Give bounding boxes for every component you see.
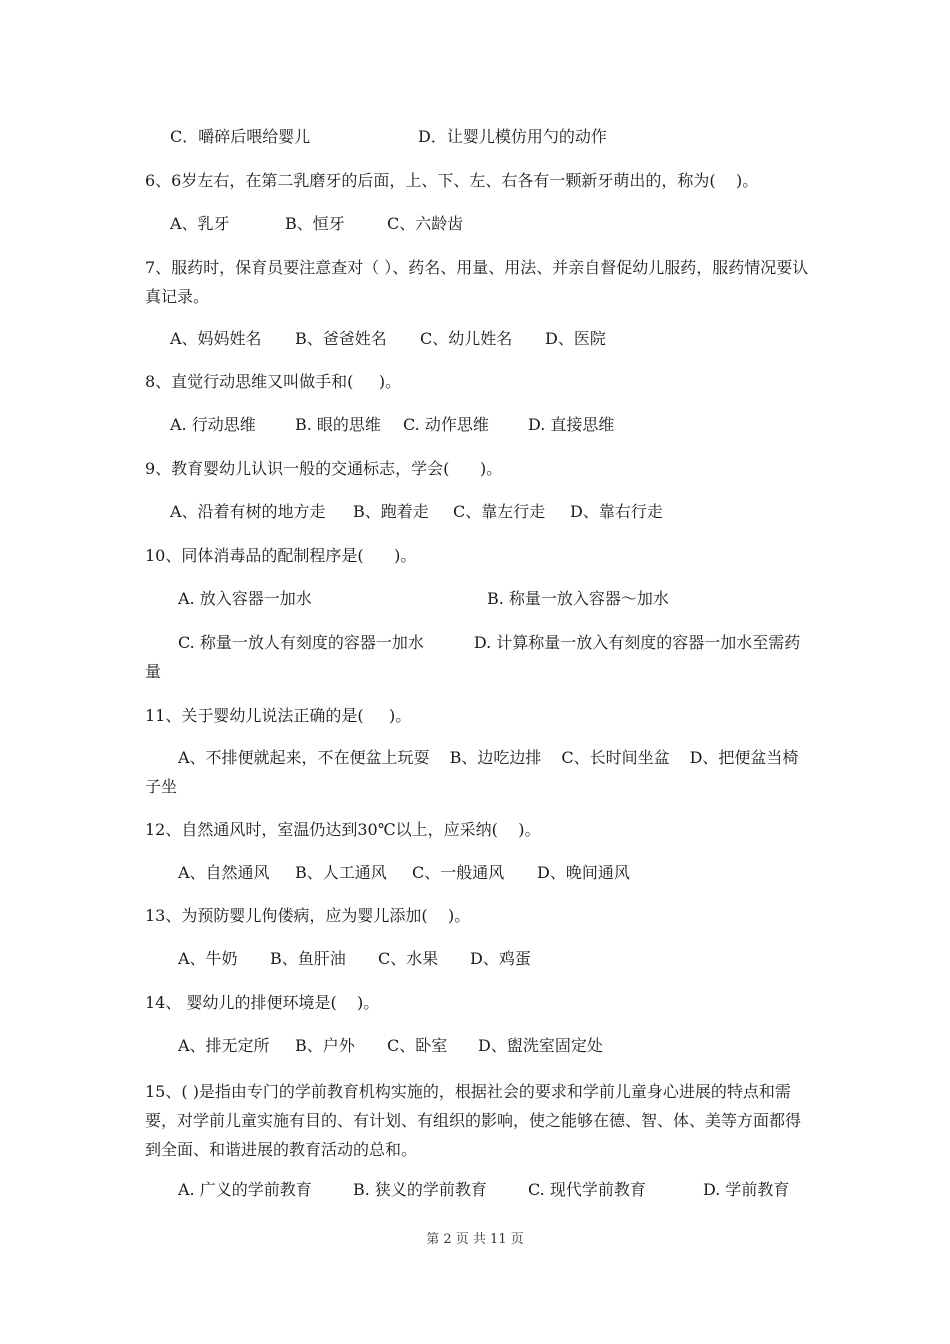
question-12-stem: 12、自然通风时，室温仍达到30℃以上，应采纳( )。 — [145, 820, 541, 839]
q13-option-c: C、水果 — [378, 949, 439, 968]
q11-option-c: C、长时间坐盆 — [561, 748, 670, 767]
q13-option-d: D、鸡蛋 — [470, 949, 531, 968]
q10-option-d: D. 计算称量一放入有刻度的容器一加水至需药量 — [145, 633, 801, 681]
q8-option-a: A. 行动思维 — [170, 415, 256, 434]
q14-option-b: B、户外 — [295, 1036, 355, 1055]
question-6-stem: 6、6岁左右，在第二乳磨牙的后面，上、下、左、右各有一颗新牙萌出的，称为( )。 — [145, 171, 759, 190]
q6-option-c: C、六龄齿 — [387, 214, 464, 233]
q6-option-a: A、乳牙 — [170, 214, 230, 233]
q8-option-c: C. 动作思维 — [403, 415, 489, 434]
q15-option-b: B. 狭义的学前教育 — [353, 1180, 487, 1199]
page-footer: 第 2 页 共 11 页 — [426, 1232, 524, 1247]
q10-option-b: B. 称量一放入容器～加水 — [487, 589, 669, 608]
q12-option-c: C、一般通风 — [412, 863, 505, 882]
q14-option-c: C、卧室 — [387, 1036, 448, 1055]
q15-option-d: D. 学前教育 — [703, 1180, 790, 1199]
q15-option-c: C. 现代学前教育 — [528, 1180, 646, 1199]
q7-option-c: C、幼儿姓名 — [420, 329, 513, 348]
q13-option-a: A、牛奶 — [178, 949, 238, 968]
q7-option-b: B、爸爸姓名 — [295, 329, 387, 348]
q12-option-d: D、晚间通风 — [537, 863, 630, 882]
q10-option-a: A. 放入容器一加水 — [178, 589, 312, 608]
q8-option-b: B. 眼的思维 — [295, 415, 381, 434]
question-10-stem: 10、同体消毒品的配制程序是( )。 — [145, 546, 417, 565]
q7-option-a: A、妈妈姓名 — [170, 329, 262, 348]
question-14-stem: 14、 婴幼儿的排便环境是( )。 — [145, 993, 380, 1012]
q7-option-d: D、医院 — [545, 329, 606, 348]
q9-option-b: B、跑着走 — [353, 502, 429, 521]
q5-option-d: D．让婴儿模仿用勺的动作 — [418, 127, 607, 146]
q9-option-c: C、靠左行走 — [453, 502, 546, 521]
question-9-stem: 9、教育婴幼儿认识一般的交通标志，学会( )。 — [145, 459, 503, 478]
q8-option-d: D. 直接思维 — [528, 415, 615, 434]
question-13-stem: 13、为预防婴儿佝偻病，应为婴儿添加( )。 — [145, 906, 471, 925]
question-11-stem: 11、关于婴幼儿说法正确的是( )。 — [145, 706, 412, 725]
q5-option-c: C．嚼碎后喂给婴儿 — [170, 127, 311, 146]
q14-option-a: A、排无定所 — [178, 1036, 270, 1055]
q15-option-a: A. 广义的学前教育 — [178, 1180, 312, 1199]
q9-option-d: D、靠右行走 — [570, 502, 663, 521]
question-7-stem: 7、服药时，保育员要注意查对（ ）、药名、用量、用法、并亲自督促幼儿服药，服药情况要认真记录。 — [145, 258, 809, 306]
q12-option-b: B、人工通风 — [295, 863, 387, 882]
q9-option-a: A、沿着有树的地方走 — [170, 502, 326, 521]
q11-option-b: B、边吃边排 — [449, 748, 542, 767]
q11-option-a: A、不排便就起来，不在便盆上玩耍 — [178, 748, 430, 767]
q10-options-cd — [145, 628, 810, 686]
q11-options — [145, 743, 810, 801]
q6-option-b: B、恒牙 — [285, 214, 345, 233]
question-8-stem: 8、直觉行动思维又叫做手和( )。 — [145, 372, 402, 391]
q12-option-a: A、自然通风 — [178, 863, 270, 882]
q13-option-b: B、鱼肝油 — [270, 949, 346, 968]
q10-option-c: C. 称量一放人有刻度的容器一加水 — [178, 633, 424, 652]
q11-option-d: D、把便盆当椅子坐 — [145, 748, 799, 796]
question-15-stem: 15、( )是指由专门的学前教育机构实施的，根据社会的要求和学前儿童身心进展的特点和需要，对学前儿童实施有目的、有计划、有组织的影响，使之能够在德、智、体、美等方面都得到全面、和谐进展的教育活动的总和。 — [145, 1082, 802, 1159]
q14-option-d: D、盥洗室固定处 — [478, 1036, 603, 1055]
